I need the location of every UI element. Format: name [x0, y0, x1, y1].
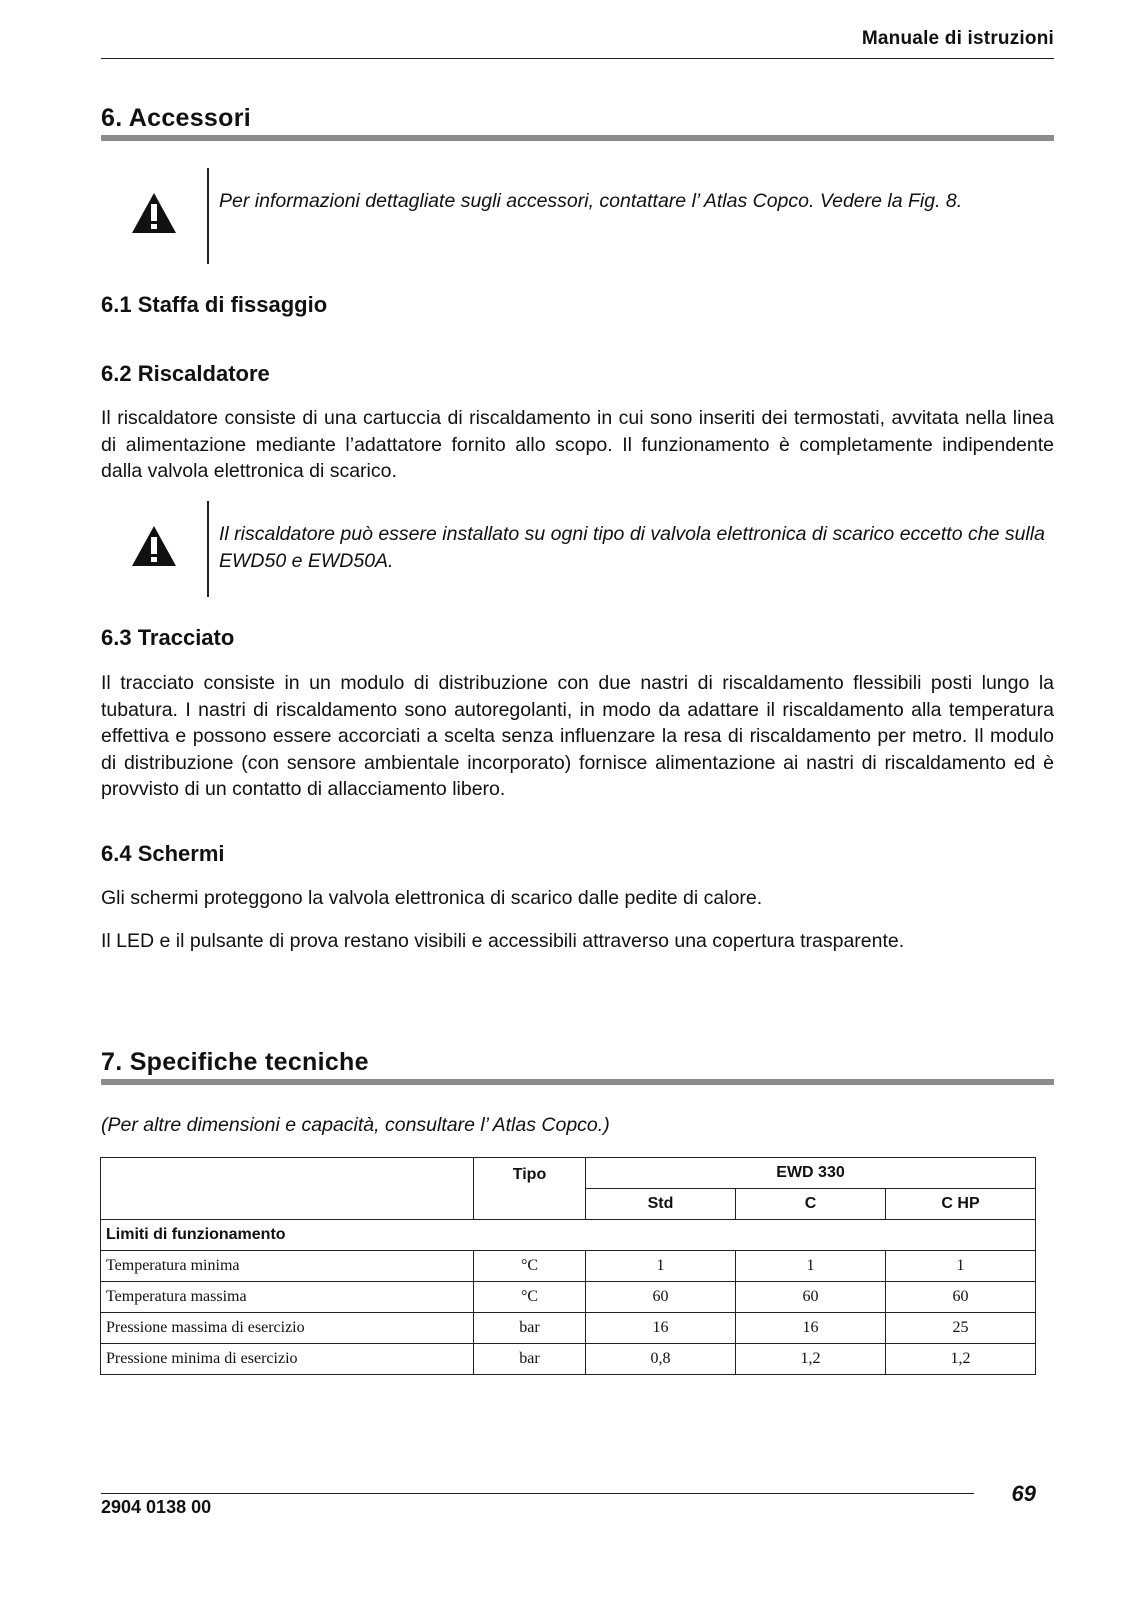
subsection-6-2-title: 6.2 Riscaldatore [101, 361, 270, 386]
section-6-title-bar [101, 135, 1054, 141]
row-value: 60 [586, 1282, 736, 1313]
table-row [101, 1344, 1036, 1375]
subsection-6-2-text: Il riscaldatore consiste di una cartuccia di riscaldamento in cui sono inseriti dei termostati, avvitata nella linea di alimentazione mediante l’adattatore fornito allo scopo. Il funzionamento è completamente indipendente dalla valvola elettronica di scarico. [101, 407, 1054, 482]
row-value: 60 [736, 1282, 886, 1313]
table-header-tipo: Tipo [474, 1158, 586, 1220]
row-label: Pressione massima di esercizio [101, 1313, 474, 1344]
header-divider [101, 58, 1054, 59]
row-unit: °C [474, 1282, 586, 1313]
footer-divider [101, 1493, 974, 1494]
subsection-6-3-title: 6.3 Tracciato [101, 625, 235, 650]
row-unit: bar [474, 1344, 586, 1375]
note-divider [207, 168, 209, 264]
row-value: 16 [736, 1313, 886, 1344]
row-value: 16 [586, 1313, 736, 1344]
table-header-variant: C [736, 1189, 886, 1220]
table-blank-header-cell [101, 1158, 474, 1220]
row-unit: °C [474, 1251, 586, 1282]
warning-note-accessori [101, 168, 1054, 264]
page-number: 69 [1011, 1481, 1036, 1506]
warning-note-text: Il riscaldatore può essere installato su ogni tipo di valvola elettronica di scarico eccetto che sulla EWD50 e EWD50A. [219, 523, 1045, 572]
row-value: 1,2 [886, 1344, 1036, 1375]
row-value: 0,8 [586, 1344, 736, 1375]
row-label: Temperatura minima [101, 1251, 474, 1282]
table-section-label: Limiti di funzionamento [101, 1220, 1036, 1251]
specs-table [100, 1157, 1036, 1375]
row-value: 25 [886, 1313, 1036, 1344]
section-7-title-bar [101, 1079, 1054, 1085]
row-value: 1 [586, 1251, 736, 1282]
section-7-note: (Per altre dimensioni e capacità, consultare l’ Atlas Copco.) [101, 1114, 610, 1136]
row-value: 1 [736, 1251, 886, 1282]
table-row [101, 1313, 1036, 1344]
row-label: Pressione minima di esercizio [101, 1344, 474, 1375]
subsection-6-1-title: 6.1 Staffa di fissaggio [101, 292, 328, 317]
warning-icon [131, 192, 177, 234]
row-value: 60 [886, 1282, 1036, 1313]
table-row [101, 1282, 1036, 1313]
row-value: 1 [886, 1251, 1036, 1282]
note-divider [207, 501, 209, 597]
warning-note-riscaldatore [101, 501, 1054, 597]
table-header-model: EWD 330 [586, 1158, 1036, 1189]
row-label: Temperatura massima [101, 1282, 474, 1313]
section-7-title: 7. Specifiche tecniche [101, 1048, 369, 1076]
table-header-variant: Std [586, 1189, 736, 1220]
warning-icon [131, 525, 177, 567]
subsection-6-4-title: 6.4 Schermi [101, 841, 225, 866]
warning-note-text: Per informazioni dettagliate sugli accessori, contattare l’ Atlas Copco. Vedere la Fig. 8. [219, 190, 963, 212]
section-6-title: 6. Accessori [101, 104, 251, 132]
subsection-6-4-text-1: Gli schermi proteggono la valvola elettronica di scarico dalle pedite di calore. [101, 887, 763, 909]
document-code: 2904 0138 00 [101, 1497, 212, 1517]
table-row [101, 1251, 1036, 1282]
table-header-variant: C HP [886, 1189, 1036, 1220]
row-value: 1,2 [736, 1344, 886, 1375]
subsection-6-4-text-2: Il LED e il pulsante di prova restano visibili e accessibili attraverso una copertura trasparente. [101, 930, 905, 952]
subsection-6-3-text: Il tracciato consiste in un modulo di distribuzione con due nastri di riscaldamento flessibili posti lungo la tubatura. I nastri di riscaldamento sono autoregolanti, in modo da adattare il riscaldamento alla temperatura effettiva e possono essere accorciati a scelta senza influenzare la resa di riscaldamento per metro. Il modulo di distribuzione (con sensore ambientale incorporato) fornisce alimentazione ai nastri di riscaldamento ed è provvisto di un contatto di allacciamento libero. [101, 672, 1054, 800]
page-header-title: Manuale di istruzioni [861, 28, 1054, 49]
row-unit: bar [474, 1313, 586, 1344]
